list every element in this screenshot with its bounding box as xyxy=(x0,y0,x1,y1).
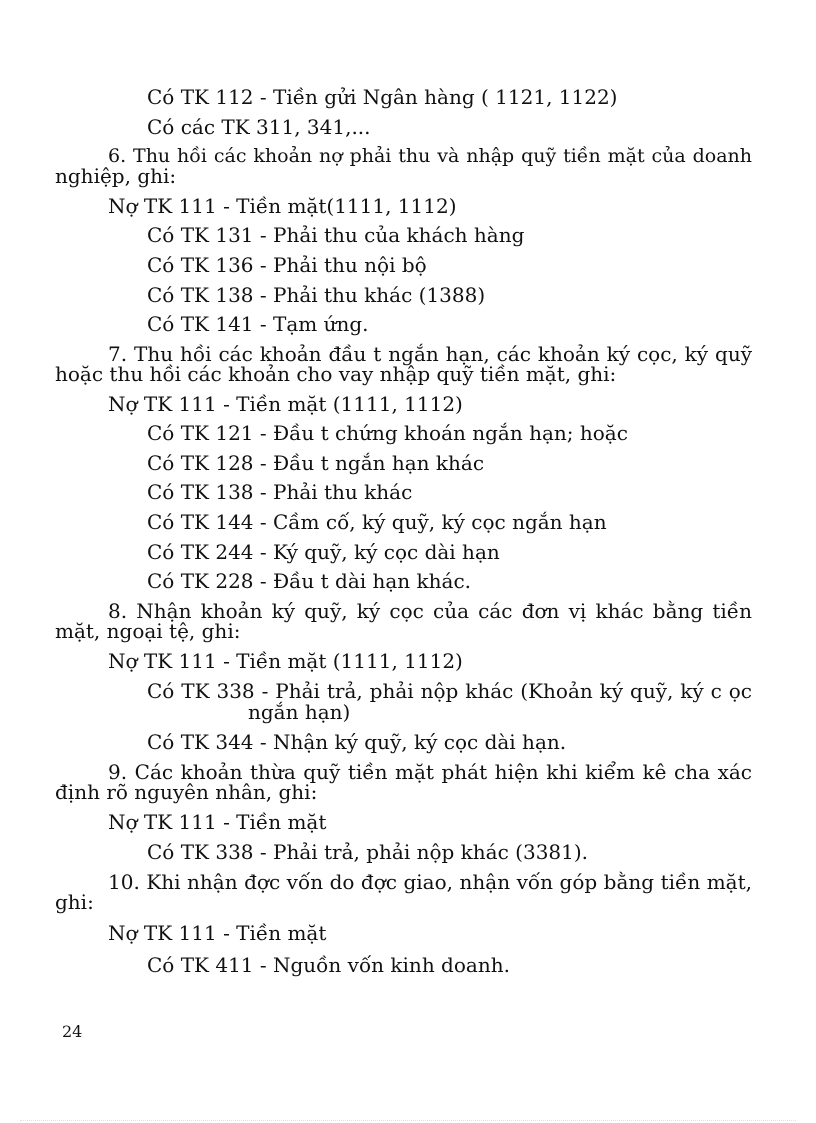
text-line: 7. Thu hồi các khoản đầu t ngắn hạn, các khoản ký cọc, ký quỹ xyxy=(108,342,752,366)
text-line: Có TK 244 - Ký quỹ, ký cọc dài hạn xyxy=(147,540,500,564)
text-line: Có TK 128 - Đầu t ngắn hạn khác xyxy=(147,451,485,475)
text-line: Có TK 138 - Phải thu khác (1388) xyxy=(147,283,486,307)
text-line: mặt, ngoại tệ, ghi: xyxy=(55,619,241,643)
text-line: 6. Thu hồi các khoản nợ phải thu và nhập quỹ tiền mặt của doanh xyxy=(108,145,752,167)
text-line: ngắn hạn) xyxy=(248,700,351,724)
text-line: Nợ TK 111 - Tiền mặt (1111, 1112) xyxy=(108,392,463,416)
text-line: Có các TK 311, 341,... xyxy=(147,115,371,139)
text-line: Có TK 112 - Tiền gửi Ngân hàng ( 1121, 1122) xyxy=(147,85,618,109)
text-line: Nợ TK 111 - Tiền mặt xyxy=(108,810,327,834)
text-line: Có TK 141 - Tạm ứng. xyxy=(147,312,369,336)
text-line: Có TK 144 - Cầm cố, ký quỹ, ký cọc ngắn hạn xyxy=(147,510,607,534)
text-line: Có TK 138 - Phải thu khác xyxy=(147,480,413,504)
text-line: Nợ TK 111 - Tiền mặt (1111, 1112) xyxy=(108,649,463,673)
text-line: hoặc thu hồi các khoản cho vay nhập quỹ tiền mặt, ghi: xyxy=(55,362,617,386)
page-bottom-divider xyxy=(20,1120,796,1121)
text-line: Có TK 338 - Phải trả, phải nộp khác (Khoản ký quỹ, ký c ọc xyxy=(147,679,752,703)
text-line: Có TK 121 - Đầu t chứng khoán ngắn hạn; hoặc xyxy=(147,421,628,445)
text-line: 9. Các khoản thừa quỹ tiền mặt phát hiện khi kiểm kê cha xác xyxy=(108,760,752,784)
page-number: 24 xyxy=(62,1022,83,1041)
text-line: Có TK 338 - Phải trả, phải nộp khác (3381). xyxy=(147,840,589,864)
text-line: nghiệp, ghi: xyxy=(55,164,177,188)
text-line: Nợ TK 111 - Tiền mặt xyxy=(108,921,327,945)
text-line: định rõ nguyên nhân, ghi: xyxy=(55,780,318,804)
text-line: Có TK 136 - Phải thu nội bộ xyxy=(147,253,427,277)
text-line: Có TK 228 - Đầu t dài hạn khác. xyxy=(147,569,472,593)
text-line: Nợ TK 111 - Tiền mặt(1111, 1112) xyxy=(108,194,457,218)
text-line: Có TK 131 - Phải thu của khách hàng xyxy=(147,223,525,247)
text-line: ghi: xyxy=(55,890,94,914)
text-line: Có TK 411 - Nguồn vốn kinh doanh. xyxy=(147,953,510,977)
text-line: 10. Khi nhận đợc vốn do đợc giao, nhận vốn góp bằng tiền mặt, xyxy=(108,870,752,894)
text-line: 8. Nhận khoản ký quỹ, ký cọc của các đơn vị khác bằng tiền xyxy=(108,599,752,623)
text-line: Có TK 344 - Nhận ký quỹ, ký cọc dài hạn. xyxy=(147,730,567,754)
